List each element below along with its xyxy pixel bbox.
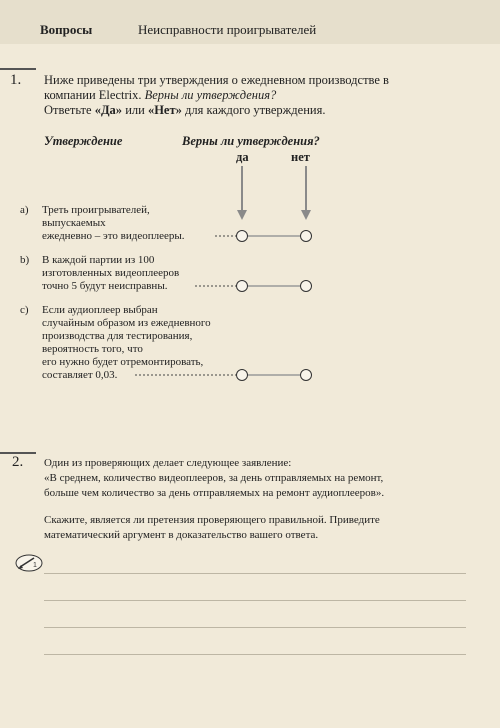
item-a-line-2: выпускаемых: [42, 217, 106, 229]
col-statement-header: Утверждение: [44, 134, 123, 148]
q2-p2-line-2: математический аргумент в доказательство вашего ответа.: [44, 529, 319, 541]
q2-p1-line-1: Один из проверяющих делает следующее заявление:: [44, 457, 292, 469]
item-a-no-radio[interactable]: [301, 231, 312, 242]
q1-line-1: Ниже приведены три утверждения о ежедневном производстве в: [44, 73, 389, 87]
q2-p1-line-3: больше чем количество за день отправляемых на ремонт аудиоплееров».: [44, 487, 385, 499]
item-c-line-3: производства для тестирования,: [42, 330, 193, 342]
q1-no-word: «Нет»: [147, 103, 182, 117]
svg-text:1: 1: [33, 562, 37, 569]
item-c-line-1: Если аудиоплеер выбран: [42, 304, 158, 316]
q2-number: 2.: [12, 454, 24, 470]
q1-number: 1.: [10, 72, 22, 88]
col-yes-header: да: [236, 150, 249, 164]
item-c-line-4: вероятность того, что: [42, 343, 143, 355]
page-title: Неисправности проигрывателей: [138, 22, 317, 37]
item-a-line-1: Треть проигрывателей,: [42, 204, 150, 216]
yes-arrow: [237, 166, 247, 220]
q1-line-3-end: для каждого утверждения.: [181, 103, 326, 117]
item-c-letter: c): [20, 304, 29, 316]
q1-yes-word: «Да»: [94, 103, 123, 117]
no-arrow: [301, 166, 311, 220]
item-a-letter: a): [20, 204, 29, 216]
item-b-line-2: изготовленных видеоплееров: [42, 267, 180, 279]
item-b-no-radio[interactable]: [301, 281, 312, 292]
section-label: Вопросы: [40, 22, 93, 37]
q1-line-2-text: компании Electrix.: [44, 88, 145, 102]
item-c-line-5: его нужно будет отремонтировать,: [42, 356, 204, 368]
item-b-line-1: В каждой партии из 100: [42, 254, 155, 266]
q1-line-3-start: Ответьте: [44, 103, 95, 117]
item-c-line-6: составляет 0,03.: [42, 369, 118, 381]
item-a-line-3: ежедневно – это видеоплееры.: [42, 230, 185, 242]
item-c-no-radio[interactable]: [301, 370, 312, 381]
item-b-line-3: точно 5 будут неисправны.: [42, 280, 168, 292]
item-c-line-2: случайным образом из ежедневного: [42, 317, 211, 329]
answer-line-3[interactable]: [44, 627, 466, 628]
item-b-yes-radio[interactable]: [237, 281, 248, 292]
q2-p2-line-1: Скажите, является ли претензия проверяющего правильной. Приведите: [44, 514, 380, 526]
q1-line-2-question: Верны ли утверждения?: [144, 88, 277, 102]
pencil-icon: [16, 555, 42, 571]
item-a-yes-radio[interactable]: [237, 231, 248, 242]
answer-line-2[interactable]: [44, 600, 466, 601]
answer-line-1[interactable]: [44, 573, 466, 574]
answer-line-4[interactable]: [44, 654, 466, 655]
q1-or-word: или: [122, 103, 148, 117]
item-c-yes-radio[interactable]: [237, 370, 248, 381]
q2-p1-line-2: «В среднем, количество видеоплееров, за день отправляемых на ремонт,: [44, 472, 384, 484]
item-b-letter: b): [20, 254, 30, 266]
col-no-header: нет: [291, 150, 310, 164]
col-correct-header: Верны ли утверждения?: [182, 134, 320, 148]
